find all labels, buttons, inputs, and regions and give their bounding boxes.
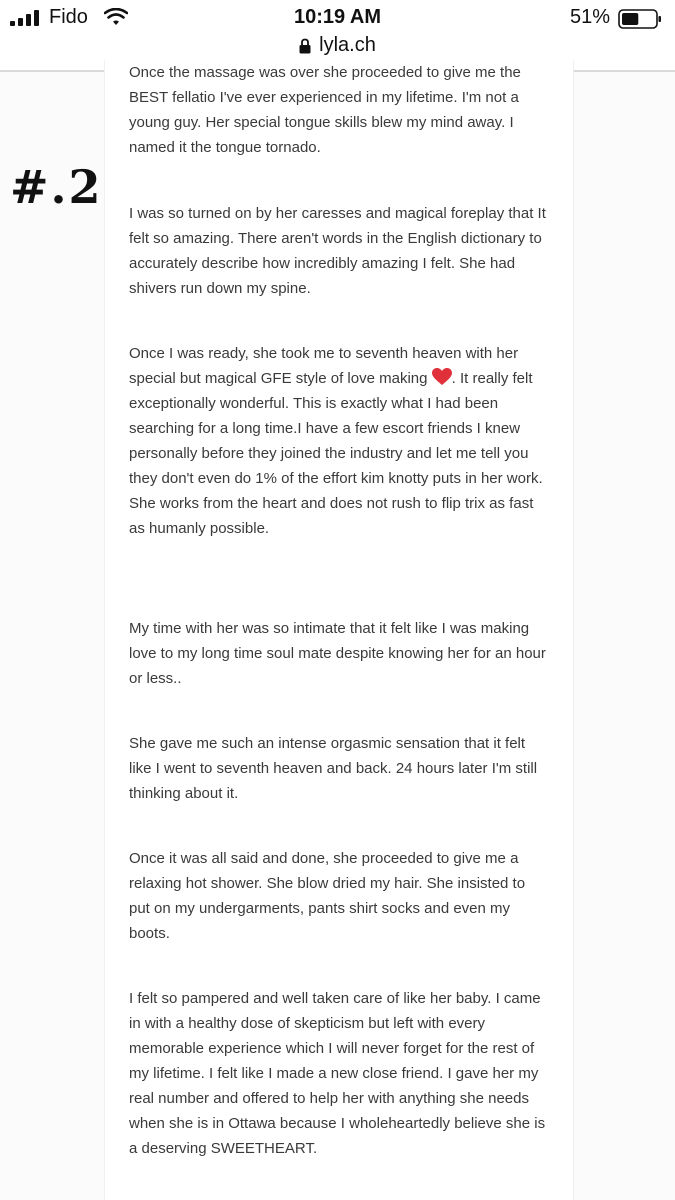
- gfe-text-start: Once I was ready, she took me to seventh heaven with her special but magical GFE style of love making: [129, 345, 519, 387]
- review-article: [104, 60, 574, 1200]
- review-paragraph: I felt so pampered and well taken care of like her baby. I came in with a healthy dose of skepticism but left with every memorable experience which I will never forget for the rest of my lifetime. I felt like I made a new close friend. I gave her my real number and offered to help her with anything she needs when she is in Ottawa because I wholeheartedly believe she is a deserving SWEETHEART.: [129, 990, 546, 1157]
- heart-icon: [432, 368, 452, 386]
- gfe-text-end: . It really felt exceptionally wonderful. This is exactly what I had been searching for a long time.I have a few escort friends I knew personally before they joined the industry: [129, 370, 533, 462]
- left-margin: [0, 72, 104, 1200]
- review-paragraph: She gave me such an intense orgasmic sensation that it felt like I went to seventh heaven and back. 24 hours later I'm still thinking about it.: [129, 735, 538, 802]
- status-bar: [0, 0, 675, 38]
- review-paragraph: My time with her was so intimate that it felt like I was making love to my long time soul mate despite knowing her for an hour or less..: [129, 620, 546, 687]
- review-paragraph: Once the massage was over she proceeded to give me the BEST fellatio I've ever experienced in my lifetime. I'm not a young guy. Her special tongue skills blew my mind away. I named it the tongue tornado.: [129, 64, 521, 156]
- review-paragraph: [129, 341, 549, 541]
- clock: 10:19 AM: [293, 6, 382, 28]
- battery-icon: [618, 9, 662, 29]
- review-paragraph: I was so turned on by her caresses and magical foreplay that It felt so amazing. There aren't words in the English dictionary to accurately describe how incredibly amazing I felt. She had shivers run down my spine.: [129, 205, 546, 297]
- review-number-heading: #.2: [10, 160, 103, 214]
- lock-icon: [299, 38, 311, 54]
- battery-percent: 51%: [570, 6, 611, 28]
- review-paragraph: Once it was all said and done, she proceeded to give me a relaxing hot shower. She blow dried my hair. She insisted to put on my undergarments, pants shirt socks and even my boots.: [129, 850, 526, 942]
- carrier-name: Fido: [49, 6, 88, 28]
- gfe-text-tail: and let me tell you they don't even do 1% of the effort kim knotty puts in her work. She works from the heart and does not rush to flip trix as fast as humanly possible.: [129, 445, 543, 537]
- url-text: lyla.ch: [319, 34, 376, 56]
- right-margin: [572, 72, 675, 1200]
